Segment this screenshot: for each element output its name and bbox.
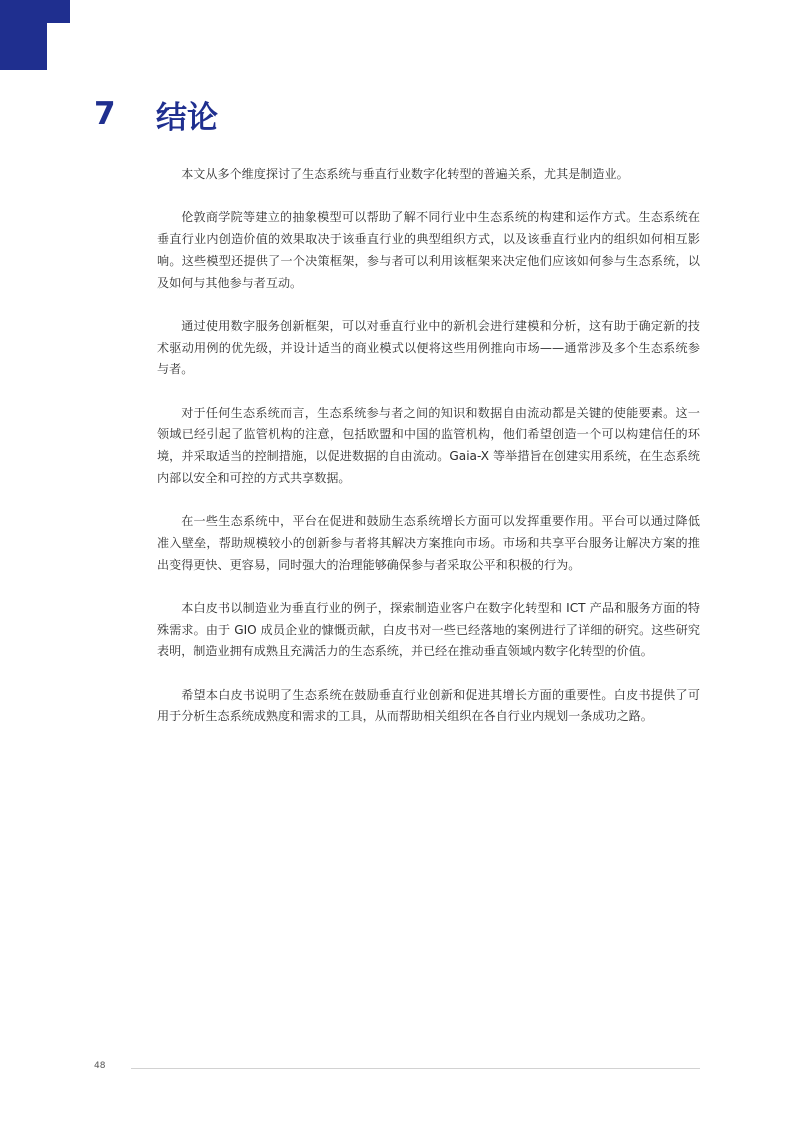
footer-divider: [131, 1068, 700, 1069]
page-number: 48: [94, 1061, 106, 1071]
corner-decoration-small: [47, 0, 70, 23]
paragraph-service-innovation: 通过使用数字服务创新框架，可以对垂直行业中的新机会进行建模和分析，这有助于确定新的技术驱动用例的优先级，并设计适当的商业模式以便将这些用例推向市场——通常涉及多个生态系统参与者。: [157, 318, 700, 377]
paragraph-data-flow: 对于任何生态系统而言，生态系统参与者之间的知识和数据自由流动都是关键的使能要素。这一领域已经引起了监管机构的注意，包括欧盟和中国的监管机构，他们希望创造一个可以构建信任的环境，并采取适当的控制措施，以促进数据的自由流动。Gaia-X 等举措旨在创建实用系统，在生态系统内部以安全和可控的方式共享数据。: [157, 405, 700, 485]
paragraph-intro: 本文从多个维度探讨了生态系统与垂直行业数字化转型的普遍关系，尤其是制造业。: [181, 167, 629, 181]
paragraph-conclusion: 希望本白皮书说明了生态系统在鼓励垂直行业创新和促进其增长方面的重要性。白皮书提供了可用于分析生态系统成熟度和需求的工具，从而帮助相关组织在各自行业内规划一条成功之路。: [157, 687, 700, 724]
paragraph-platforms: 在一些生态系统中，平台在促进和鼓励生态系统增长方面可以发挥重要作用。平台可以通过降低准入壁垒，帮助规模较小的创新参与者将其解决方案推向市场。市场和共享平台服务让解决方案的推出变得更快、更容易，同时强大的治理能够确保参与者采取公平和积极的行为。: [157, 514, 700, 572]
chapter-number: 7: [94, 96, 116, 132]
chapter-heading: [94, 92, 218, 136]
chapter-title: 结论: [156, 99, 218, 136]
paragraph-manufacturing: 本白皮书以制造业为垂直行业的例子，探索制造业客户在数字化转型和 ICT 产品和服务方面的特殊需求。由于 GIO 成员企业的慷慨贡献，白皮书对一些已经落地的案例进行了详细的研究。这些研究表明，制造业拥有成熟且充满活力的生态系统，并已经在推动垂直领域内数字化转型的价值。: [157, 600, 700, 659]
body-text: [157, 164, 700, 750]
corner-decoration-large: [0, 0, 47, 70]
paragraph-abstract-models: 伦敦商学院等建立的抽象模型可以帮助了解不同行业中生态系统的构建和运作方式。生态系统在垂直行业内创造价值的效果取决于该垂直行业的典型组织方式，以及该垂直行业内的组织如何相互影响。这些模型还提供了一个决策框架，参与者可以利用该框架来决定他们应该如何参与生态系统，以及如何与其他参与者互动。: [157, 210, 700, 290]
